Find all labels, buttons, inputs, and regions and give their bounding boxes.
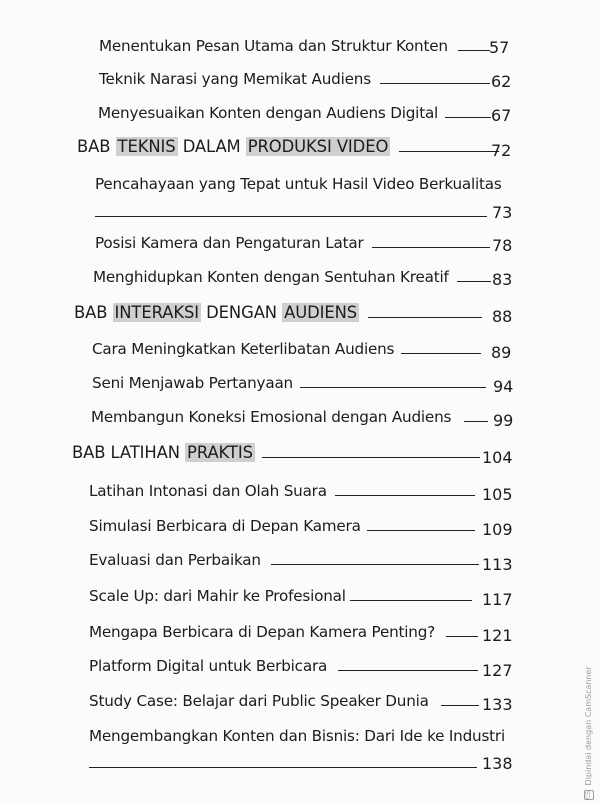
toc-leader: [457, 267, 491, 282]
toc-leader: [380, 69, 490, 84]
toc-page-number: 121: [482, 626, 513, 645]
toc-page-number: 113: [482, 555, 513, 574]
toc-entry-title: Simulasi Berbicara di Depan Kamera: [89, 517, 361, 535]
toc-page-number: 104: [482, 448, 513, 467]
chapter-title-highlight: TEKNIS: [117, 137, 176, 156]
toc-page-number: 94: [493, 377, 514, 396]
toc-entry: [92, 337, 481, 361]
toc-leader: [338, 656, 478, 671]
toc-entry: [89, 654, 478, 678]
toc-page-number: 133: [482, 695, 513, 714]
toc-leader: [401, 339, 481, 354]
toc-page-number: 89: [491, 343, 512, 362]
toc-leader: [458, 36, 490, 51]
toc-leader: [335, 481, 475, 496]
toc-entry-title: Latihan Intonasi dan Olah Suara: [89, 482, 327, 500]
toc-leader: [446, 622, 478, 637]
chapter-title-mid: DENGAN: [206, 303, 277, 322]
toc-entry: [89, 620, 478, 644]
toc-entry-title: Pencahayaan yang Tepat untuk Hasil Video Berkualitas: [95, 175, 502, 193]
toc-entry: [92, 371, 486, 395]
toc-page-number: 88: [492, 307, 513, 326]
scanner-watermark: [582, 660, 596, 800]
toc-leader: [441, 691, 479, 706]
watermark-text: Dipindai dengan CamScanner: [584, 666, 593, 786]
toc-entry: [98, 101, 491, 125]
toc-entry: [89, 479, 475, 503]
toc-leader: [399, 137, 499, 152]
toc-leader: [445, 103, 491, 118]
toc-entry-title: Platform Digital untuk Berbicara: [89, 657, 328, 675]
toc-entry-title: Evaluasi dan Perbaikan: [89, 551, 261, 569]
chapter-title-highlight: PRODUKSI VIDEO: [247, 137, 389, 156]
toc-page-number: 105: [482, 485, 513, 504]
toc-page-number: 67: [491, 106, 512, 125]
toc-entry: [91, 405, 488, 429]
chapter-title-highlight: PRAKTIS: [187, 443, 253, 462]
toc-entry: [89, 724, 505, 748]
toc-entry: [95, 231, 490, 255]
toc-leader: [367, 516, 475, 531]
toc-leader: [368, 303, 482, 318]
toc-leader: [464, 407, 488, 422]
toc-page-number: 99: [493, 411, 514, 430]
toc-chapter: [77, 135, 499, 159]
toc-page-number: 73: [492, 203, 513, 222]
toc-entry-title: Study Case: Belajar dari Public Speaker Dunia: [89, 692, 429, 710]
toc-entry: [99, 67, 490, 91]
toc-entry-title: Scale Up: dari Mahir ke Profesional: [89, 587, 346, 605]
toc-page-number: 72: [491, 141, 512, 160]
toc-page-number: 83: [492, 270, 513, 289]
toc-page-number: 109: [482, 520, 513, 539]
toc-leader: [372, 233, 490, 248]
toc-entry: [93, 265, 491, 289]
toc-entry-title: Posisi Kamera dan Pengaturan Latar: [95, 234, 364, 252]
toc-leader: [300, 373, 486, 388]
chapter-title-mid: DALAM: [182, 137, 241, 156]
toc-entry-title: Membangun Koneksi Emosional dengan Audiens: [91, 408, 452, 426]
toc-chapter: [72, 441, 480, 465]
chapter-prefix: BAB: [77, 137, 111, 156]
toc-entry: [89, 548, 479, 572]
toc-entry: [99, 34, 490, 58]
toc-chapter: [74, 301, 482, 325]
toc-entry: [95, 172, 502, 196]
toc-entry-title: Cara Meningkatkan Keterlibatan Audiens: [92, 340, 395, 358]
toc-entry-title: Menyesuaikan Konten dengan Audiens Digital: [98, 104, 439, 122]
chapter-prefix: BAB: [74, 303, 108, 322]
toc-page-number: 117: [482, 590, 513, 609]
toc-entry-title: Seni Menjawab Pertanyaan: [92, 374, 293, 392]
chapter-prefix: BAB LATIHAN: [72, 443, 180, 462]
toc-entry: [89, 689, 479, 713]
toc-entry-title: Mengapa Berbicara di Depan Kamera Penting?: [89, 623, 436, 641]
toc-page-number: 127: [482, 661, 513, 680]
toc-entry-title: Mengembangkan Konten dan Bisnis: Dari Ide ke Industri: [89, 727, 505, 745]
chapter-title-highlight: INTERAKSI: [114, 303, 200, 322]
chapter-title-highlight: AUDIENS: [284, 303, 358, 322]
camscanner-icon: CS: [585, 791, 592, 799]
toc-page-number: 57: [489, 38, 510, 57]
toc-entry-title: Menghidupkan Konten dengan Sentuhan Kreatif: [93, 268, 449, 286]
toc-leader: [271, 550, 479, 565]
toc-entry-title: Menentukan Pesan Utama dan Struktur Konten: [99, 37, 448, 55]
toc-entry: [89, 584, 472, 608]
toc-leader: [262, 443, 480, 458]
toc-leader: [350, 586, 472, 601]
toc-entry-title: Teknik Narasi yang Memikat Audiens: [99, 70, 371, 88]
toc-page-number: 62: [491, 72, 512, 91]
toc-page-number: 138: [482, 754, 513, 773]
toc-entry: [89, 514, 475, 538]
toc-page-number: 78: [492, 236, 513, 255]
toc-leader: [89, 767, 477, 768]
toc-leader: [95, 216, 487, 217]
